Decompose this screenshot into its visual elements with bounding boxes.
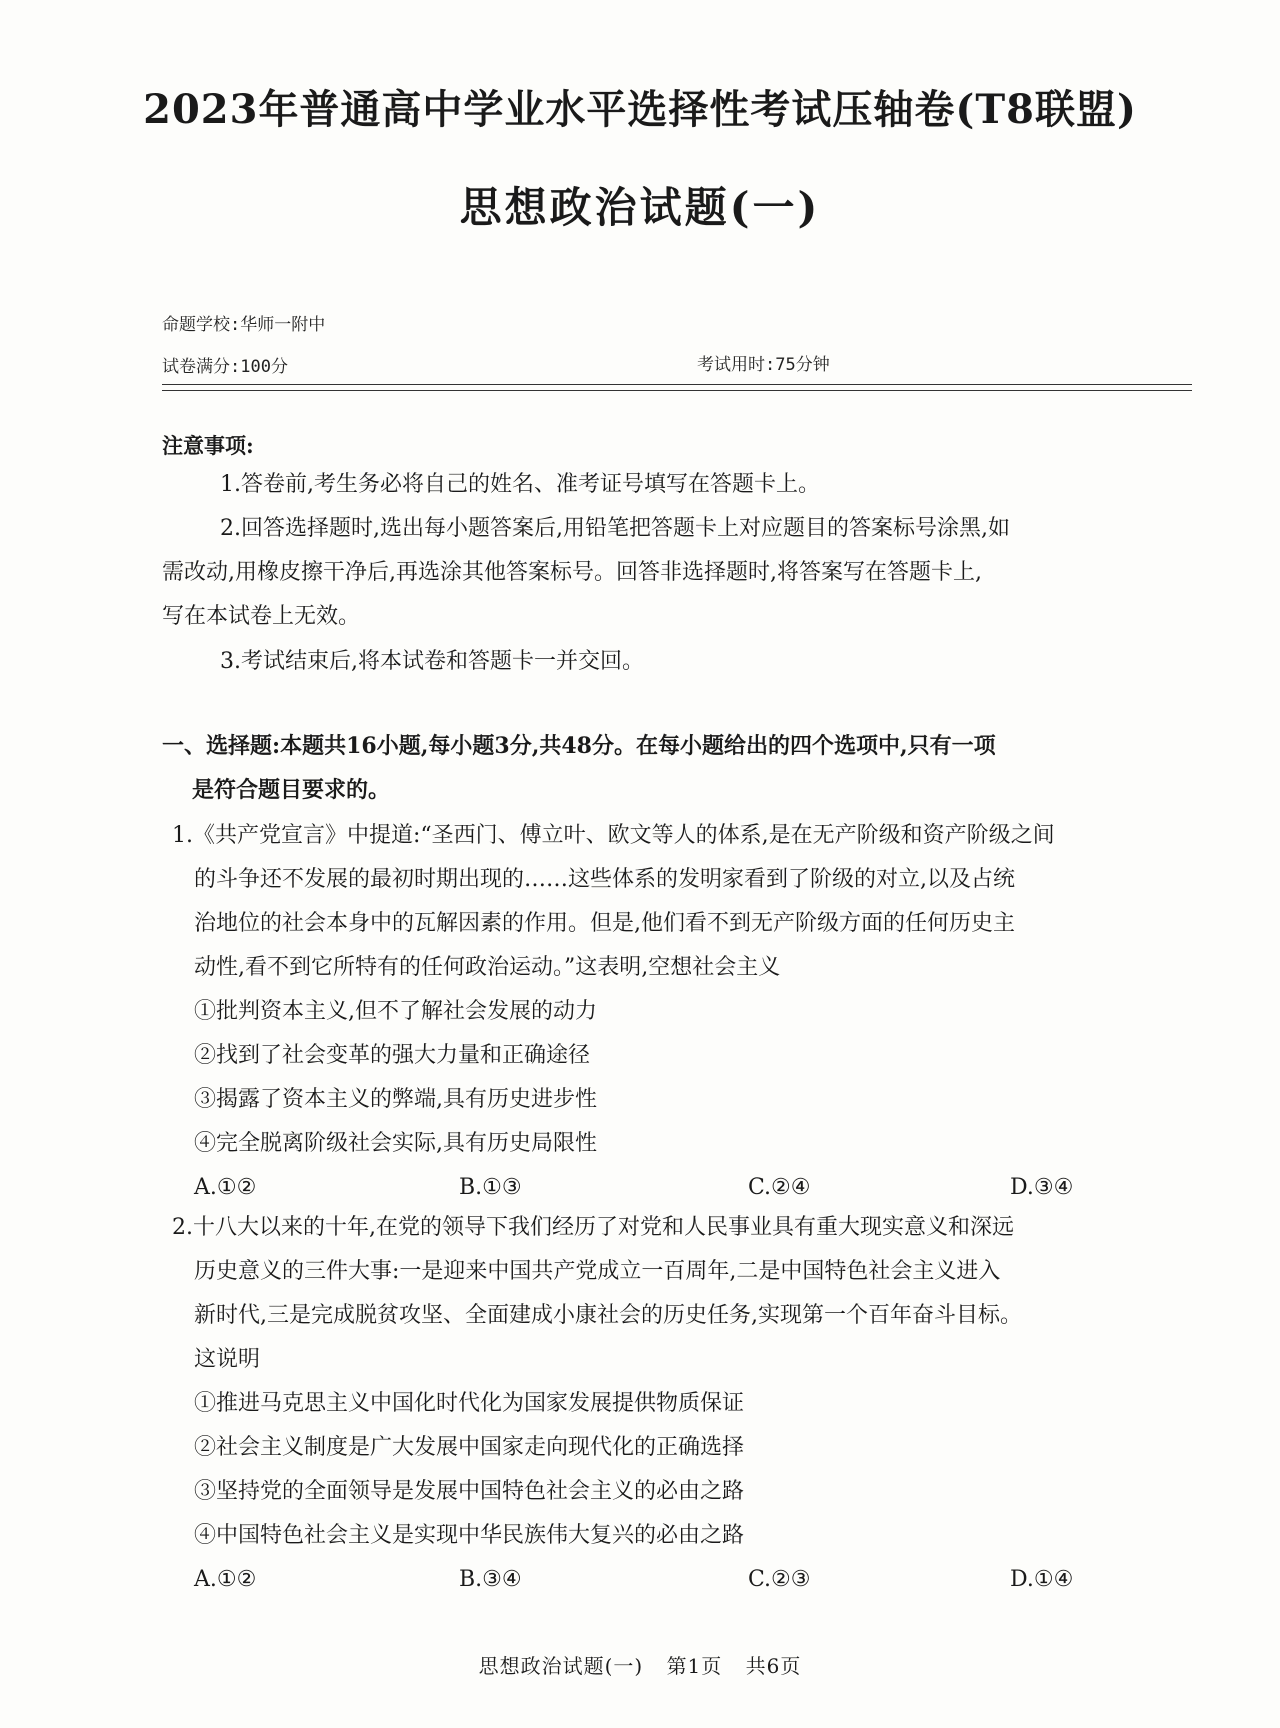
question-stem-line: 新时代,三是完成脱贫攻坚、全面建成小康社会的历史任务,实现第一个百年奋斗目标。 [194,1303,1022,1328]
full-score-info: 试卷满分:100分 [162,357,288,377]
section-heading [162,724,1202,812]
choice-b: B.③④ [459,1567,522,1592]
footer-subject: 思想政治试题(一) [478,1654,644,1678]
notice-text: 2.回答选择题时,选出每小题答案后,用铅笔把答题卡上对应题目的答案标号涂黑,如 [220,516,1010,541]
statement-option: ②社会主义制度是广大发展中国家走向现代化的正确选择 [194,1435,745,1460]
notice-title: 注意事项: [162,433,254,458]
divider-line [162,390,1192,391]
answer-choices [172,1166,1202,1210]
divider-line [162,384,1192,385]
statement-option: ②找到了社会变革的强大力量和正确途径 [194,1043,591,1068]
exam-subtitle: 思想政治试题(一) [459,183,821,232]
exam-title: 2023年普通高中学业水平选择性考试压轴卷(T8联盟) [143,86,1137,133]
notice-text: 需改动,用橡皮擦干净后,再选涂其他答案标号。回答非选择题时,将答案写在答题卡上, [162,560,982,585]
choice-d: D.③④ [1010,1175,1074,1200]
page-footer [100,1650,1180,1679]
footer-page-number: 第1页 [666,1654,723,1678]
choice-d: D.①④ [1010,1567,1074,1592]
statement-option: ③揭露了资本主义的弊端,具有历史进步性 [194,1087,597,1112]
statement-option: ①推进马克思主义中国化时代化为国家发展提供物质保证 [194,1391,745,1416]
statement-option: ④完全脱离阶级社会实际,具有历史局限性 [194,1131,597,1156]
question-stem-line: 这说明 [194,1347,261,1372]
notice-text: 3.考试结束后,将本试卷和答题卡一并交回。 [220,649,644,674]
section-heading-line: 是符合题目要求的。 [192,777,391,803]
notice-item-1 [162,463,1192,507]
choice-b: B.①③ [459,1175,522,1200]
choice-c: C.②④ [748,1175,811,1200]
question-stem-line: 的斗争还不发展的最初时期出现的……这些体系的发明家看到了阶级的对立,以及占统 [194,867,1015,892]
statement-option: ③坚持党的全面领导是发展中国特色社会主义的必由之路 [194,1479,745,1504]
answer-choices [172,1558,1202,1602]
notice-item-3 [162,640,1192,684]
choice-c: C.②③ [748,1567,811,1592]
question-stem-line: 1.《共产党宣言》中提道:“圣西门、傅立叶、欧文等人的体系,是在无产阶级和资产阶级之间 [172,823,1055,848]
notice-text: 1.答卷前,考生务必将自己的姓名、准考证号填写在答题卡上。 [220,472,820,497]
notice-item-2 [162,507,1192,639]
school-info: 命题学校:华师一附中 [162,315,326,335]
notice-text: 写在本试卷上无效。 [162,604,361,629]
statement-option: ④中国特色社会主义是实现中华民族伟大复兴的必由之路 [194,1523,745,1548]
choice-a: A.①② [194,1175,257,1200]
question-stem-line: 动性,看不到它所特有的任何政治运动。”这表明,空想社会主义 [194,955,781,980]
question-stem-line: 2.十八大以来的十年,在党的领导下我们经历了对党和人民事业具有重大现实意义和深远 [172,1215,1014,1240]
question-stem-line: 治地位的社会本身中的瓦解因素的作用。但是,他们看不到无产阶级方面的任何历史主 [194,911,1015,936]
question-stem-line: 历史意义的三件大事:一是迎来中国共产党成立一百周年,二是中国特色社会主义进入 [194,1259,1001,1284]
choice-a: A.①② [194,1567,257,1592]
footer-total-pages: 共6页 [745,1654,802,1678]
statement-option: ①批判资本主义,但不了解社会发展的动力 [194,999,597,1024]
question-2 [172,1206,1202,1602]
exam-time-info: 考试用时:75分钟 [697,355,830,375]
section-heading-line: 一、选择题:本题共16小题,每小题3分,共48分。在每小题给出的四个选项中,只有一项 [162,733,996,759]
question-1 [172,814,1202,1210]
